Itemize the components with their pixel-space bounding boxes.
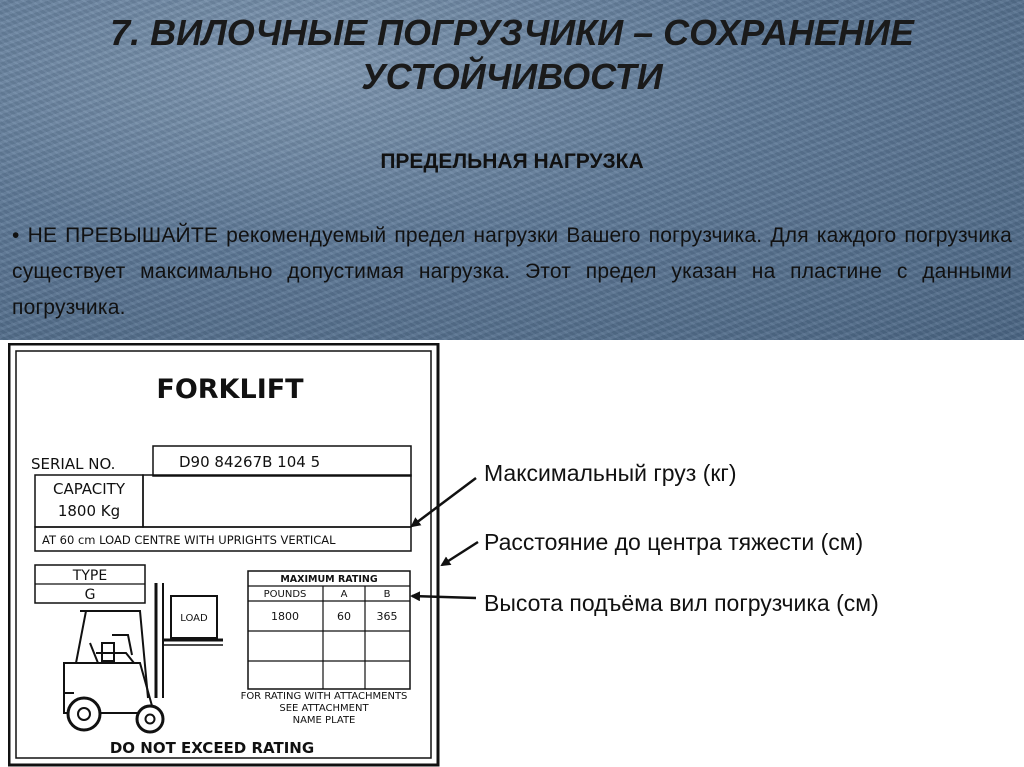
arrow-max-load [412,478,476,526]
do-not-exceed-warning: DO NOT EXCEED RATING [109,739,315,757]
plate-title: FORKLIFT [156,374,304,405]
col-b: B [383,589,391,600]
attachments-line3: NAME PLATE [292,715,356,726]
callout-center-distance: Расстояние до центра тяжести (см) [484,529,864,555]
callout-lift-height: Высота подъёма вил погрузчика (см) [484,590,879,616]
callout-max-load: Максимальный груз (кг) [484,460,737,486]
body-paragraph-text: рекомендуемый предел нагрузки Вашего погрузчика. Для каждого погрузчика существует максимально допустимая нагрузка. Этот предел указан на пластине с данными погрузчика. [12,224,1012,319]
arrow-center-distance [442,542,478,565]
value-a: 60 [337,610,351,623]
value-b: 365 [376,610,398,623]
load-label: LOAD [180,613,208,624]
serial-value: D90 84267B 104 5 [179,453,321,471]
col-pounds: POUNDS [263,589,307,600]
section-subtitle: ПРЕДЕЛЬНАЯ НАГРУЗКА [380,150,644,173]
arrow-lift-height [412,596,476,598]
slide-title-line1: 7. ВИЛОЧНЫЕ ПОГРУЗЧИКИ – СОХРАНЕНИЕ [110,12,914,53]
type-label: TYPE [72,568,108,584]
max-rating-title: MAXIMUM RATING [280,574,378,585]
attachments-line1: FOR RATING WITH ATTACHMENTS [240,691,408,702]
capacity-label: CAPACITY [52,480,126,498]
serial-label: SERIAL NO. [31,455,116,473]
attachments-line2: SEE ATTACHMENT [279,703,369,714]
col-a: A [340,589,348,600]
body-paragraph-lead: • НЕ ПРЕВЫШАЙТЕ [12,224,219,247]
slide-title-line2: УСТОЙЧИВОСТИ [361,56,663,97]
load-centre-note: AT 60 cm LOAD CENTRE WITH UPRIGHTS VERTICAL [42,533,336,547]
capacity-value: 1800 Kg [57,502,121,520]
value-pounds: 1800 [271,610,299,623]
type-value: G [84,587,96,603]
